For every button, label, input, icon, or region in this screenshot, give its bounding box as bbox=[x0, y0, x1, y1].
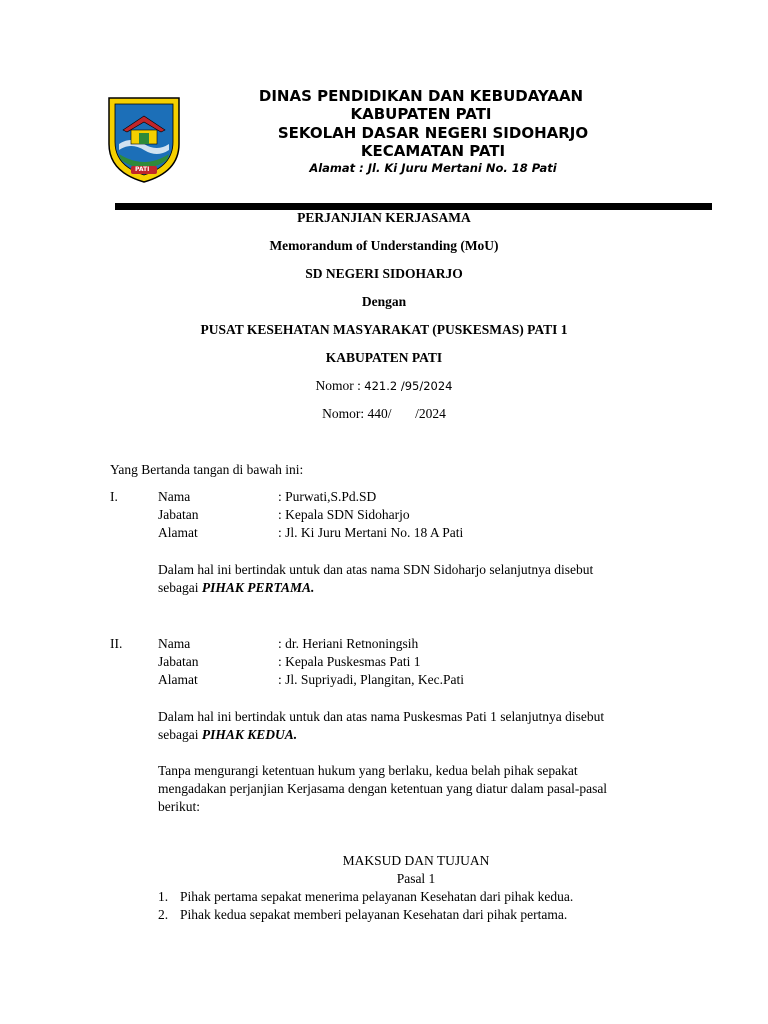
party1-row-name bbox=[158, 488, 463, 506]
agreement-line: Tanpa mengurangi ketentuan hukum yang berlaku, kedua belah pihak sepakat bbox=[158, 763, 578, 778]
party1-row-position bbox=[158, 506, 463, 524]
party2-row-name bbox=[158, 635, 464, 653]
party2-numeral: II. bbox=[110, 636, 123, 651]
row-value: : Jl. Ki Juru Mertani No. 18 A Pati bbox=[278, 525, 464, 540]
doc-party2-name: PUSAT KESEHATAN MASYARAKAT (PUSKESMAS) PATI 1 bbox=[200, 322, 568, 337]
pasal-label: Pasal 1 bbox=[396, 871, 436, 886]
letterhead-divider bbox=[115, 203, 712, 210]
agreement-line: mengadakan perjanjian Kerjasama dengan ketentuan yang diatur dalam pasal-pasal bbox=[158, 781, 608, 796]
letterhead-line4: KECAMATAN PATI bbox=[360, 142, 506, 160]
row-value: : Kepala SDN Sidoharjo bbox=[278, 507, 410, 522]
party1-desc-line: Dalam hal ini bertindak untuk dan atas nama SDN Sidoharjo selanjutnya disebut bbox=[158, 562, 594, 577]
desc-prefix: sebagai bbox=[158, 727, 202, 742]
nomor-1-label: Nomor : bbox=[315, 378, 365, 393]
nomor-2: Nomor: 440/ /2024 bbox=[322, 406, 446, 421]
doc-party1-name: SD NEGERI SIDOHARJO bbox=[305, 266, 463, 281]
row-label: Alamat bbox=[158, 525, 198, 540]
list-item bbox=[158, 888, 573, 906]
party1-numeral: I. bbox=[110, 489, 118, 504]
party1-desc-line2 bbox=[158, 579, 593, 597]
party1-row-address bbox=[158, 524, 463, 542]
doc-subtitle: Memorandum of Understanding (MoU) bbox=[269, 238, 499, 253]
party2-desc-line2 bbox=[158, 726, 604, 744]
party2-role: PIHAK KEDUA. bbox=[201, 727, 298, 742]
list-item-number: 1. bbox=[158, 889, 169, 904]
doc-party2-region: KABUPATEN PATI bbox=[325, 350, 443, 365]
logo-text: PATI bbox=[135, 166, 150, 173]
row-label: Nama bbox=[158, 636, 191, 651]
party2-row-address bbox=[158, 671, 464, 689]
party1-description bbox=[158, 561, 593, 597]
row-label: Nama bbox=[158, 489, 191, 504]
party2-table bbox=[158, 635, 464, 689]
letterhead-line2: KABUPATEN PATI bbox=[350, 105, 492, 123]
desc-prefix: sebagai bbox=[158, 580, 202, 595]
list-item-text: Pihak pertama sepakat menerima pelayanan Kesehatan dari pihak kedua. bbox=[180, 889, 574, 904]
agreement-line: berikut: bbox=[158, 799, 200, 814]
party1-table bbox=[158, 488, 463, 542]
row-label: Alamat bbox=[158, 672, 198, 687]
letterhead-address: Alamat : Jl. Ki Juru Mertani No. 18 Pati bbox=[309, 161, 557, 175]
letterhead-line3: SEKOLAH DASAR NEGERI SIDOHARJO bbox=[277, 124, 589, 142]
row-value: : dr. Heriani Retnoningsih bbox=[278, 636, 419, 651]
nomor-1 bbox=[184, 377, 584, 395]
list-item-number: 2. bbox=[158, 907, 169, 922]
party1-role: PIHAK PERTAMA. bbox=[201, 580, 315, 595]
row-value: : Jl. Supriyadi, Plangitan, Kec.Pati bbox=[278, 672, 464, 687]
letterhead-line1: DINAS PENDIDIKAN DAN KEBUDAYAAN bbox=[258, 87, 584, 105]
agreement-paragraph bbox=[158, 762, 607, 816]
row-value: : Kepala Puskesmas Pati 1 bbox=[278, 654, 421, 669]
party2-description bbox=[158, 708, 604, 744]
intro-text: Yang Bertanda tangan di bawah ini: bbox=[110, 462, 304, 477]
section-heading: MAKSUD DAN TUJUAN bbox=[342, 853, 490, 868]
row-label: Jabatan bbox=[158, 507, 199, 522]
row-label: Jabatan bbox=[158, 654, 199, 669]
list-item-text: Pihak kedua sepakat memberi pelayanan Kesehatan dari pihak pertama. bbox=[180, 907, 568, 922]
row-value: : Purwati,S.Pd.SD bbox=[278, 489, 377, 504]
pasal-list bbox=[158, 888, 573, 924]
doc-title: PERJANJIAN KERJASAMA bbox=[297, 210, 471, 225]
doc-dengan: Dengan bbox=[361, 294, 407, 309]
list-item bbox=[158, 906, 573, 924]
regency-logo bbox=[105, 92, 183, 184]
party2-desc-line: Dalam hal ini bertindak untuk dan atas nama Puskesmas Pati 1 selanjutnya disebut bbox=[158, 709, 605, 724]
nomor-1-value: 421.2 /95/2024 bbox=[364, 379, 453, 393]
party2-row-position bbox=[158, 653, 464, 671]
